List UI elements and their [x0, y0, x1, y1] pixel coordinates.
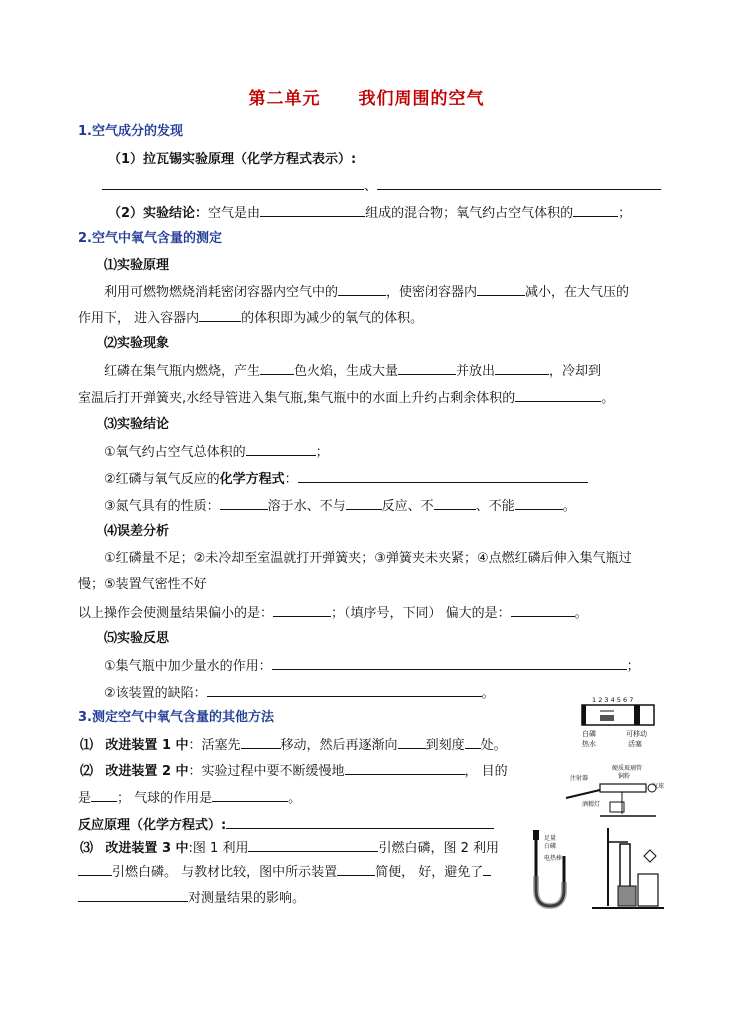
s3-method-3c	[78, 888, 305, 909]
blank[interactable]	[260, 203, 365, 217]
blank[interactable]	[212, 788, 288, 802]
text: 减小，在大气压的	[525, 285, 630, 300]
blank[interactable]	[337, 862, 375, 876]
section-3-heading: 3.测定空气中氧气含量的其他方法	[78, 710, 274, 725]
s1-equation-blanks	[102, 176, 661, 197]
s1-q1: （1）拉瓦锡实验原理（化学方程式表示）:	[108, 152, 357, 167]
figure-2-label-tube: 硬质玻璃管	[612, 765, 643, 772]
section-1-heading: 1.空气成分的发现	[78, 124, 183, 139]
text: ③氮气具有的性质：	[104, 499, 220, 514]
text: ， 目的	[464, 764, 508, 779]
text: ；	[315, 445, 329, 460]
s3-method-3b	[78, 862, 491, 883]
text: ⑴	[80, 738, 94, 753]
blank[interactable]	[273, 603, 331, 617]
piston	[634, 705, 640, 725]
blank[interactable]	[338, 282, 386, 296]
text: 色火焰，生成大量	[294, 364, 399, 379]
text: 引燃白磷。 与教材比较，图中所示装置	[112, 865, 338, 880]
text: 。	[288, 791, 302, 806]
text: :图 1 利用	[188, 841, 249, 856]
s2-reflect-title: ⑸实验反思	[104, 631, 170, 646]
s3-method-3	[80, 838, 499, 859]
s2-error-line3	[78, 603, 588, 624]
blank[interactable]	[377, 176, 661, 190]
separator: 、	[364, 179, 378, 194]
text: 改进装置 2 中	[105, 764, 189, 779]
figure-1-label-right: 可移动	[626, 730, 647, 738]
text: 、不能	[475, 499, 515, 514]
text: ；	[626, 659, 640, 674]
text: 简便， 好，避免了	[375, 865, 484, 880]
jar	[618, 886, 636, 906]
figure-1-label-right2: 活塞	[628, 740, 642, 748]
figure-1-piston-apparatus	[578, 693, 658, 753]
text: 并放出	[456, 364, 496, 379]
text: ①氧气约占空气总体积的	[104, 445, 246, 460]
text: ⑵	[80, 764, 94, 779]
blank[interactable]	[346, 496, 382, 510]
blank[interactable]	[78, 862, 112, 876]
beaker	[638, 874, 658, 906]
text: 作用下， 进入容器内	[78, 311, 200, 326]
blank[interactable]	[515, 496, 563, 510]
stopper	[533, 830, 539, 840]
glass-tube	[600, 784, 646, 792]
text: ； 气球的作用是	[117, 791, 213, 806]
s3-method-2	[80, 761, 508, 782]
blank[interactable]	[248, 838, 378, 852]
text: 。	[601, 391, 615, 406]
s2-conclusion-title: ⑶实验结论	[104, 417, 170, 432]
blank[interactable]	[78, 888, 188, 902]
text: 对测量结果的影响。	[188, 891, 306, 906]
text: ，冷却到	[549, 364, 602, 379]
figure-2-syringe-apparatus	[560, 762, 666, 818]
text: 以上操作会使测量结果偏小的是：	[78, 606, 274, 621]
text: ②该装置的缺陷：	[104, 686, 207, 701]
s3-reaction	[78, 815, 494, 836]
tube-outline	[582, 705, 654, 725]
phosphorus	[600, 715, 614, 721]
s2-conclusion-1	[104, 442, 329, 463]
blank[interactable]	[511, 603, 575, 617]
blank[interactable]	[207, 683, 482, 697]
s2-reflect-2	[104, 683, 495, 704]
blank[interactable]	[483, 862, 491, 876]
text: 改进装置 3 中	[105, 841, 189, 856]
s3-method-2b	[78, 788, 301, 809]
text: 化学方程式	[219, 472, 285, 487]
tube	[620, 844, 630, 888]
s2-principle-line2	[78, 308, 423, 329]
s1-q2	[108, 203, 631, 224]
s2-conclusion-3	[104, 496, 576, 517]
text: 。	[481, 686, 495, 701]
figure-2-label-copper: 铜粉	[618, 773, 631, 780]
blank[interactable]	[246, 442, 316, 456]
text: 红磷在集气瓶内燃烧，产生	[104, 364, 261, 379]
section-2-heading: 2.空气中氧气含量的测定	[78, 231, 222, 246]
blank[interactable]	[220, 496, 268, 510]
text: ⑶	[80, 841, 94, 856]
page-title	[0, 89, 733, 109]
s2-phenomenon-line2	[78, 388, 614, 409]
s3-method-1	[80, 735, 507, 756]
text: 反应、不	[381, 499, 434, 514]
text: ，使密闭容器内	[386, 285, 478, 300]
figure-3-label-3: 电热棒	[544, 855, 563, 862]
blank[interactable]	[515, 388, 601, 402]
text: ：活塞先	[188, 738, 241, 753]
blank[interactable]	[477, 282, 525, 296]
figure-2-label-syringe: 注射器	[570, 775, 589, 782]
figure-2-label-lamp: 酒精灯	[582, 801, 601, 808]
figure-3-label-2: 白磷	[544, 843, 557, 850]
figure-3-u-tube	[528, 826, 572, 912]
text: 改进装置 1 中	[105, 738, 189, 753]
blank[interactable]	[226, 815, 494, 829]
title-unit: 第二单元	[248, 89, 321, 109]
text: 空气是由	[208, 206, 261, 221]
s2-principle-line1	[104, 282, 629, 303]
text: 引燃白磷，图 2 利用	[378, 841, 499, 856]
title-topic: 我们周围的空气	[358, 89, 485, 109]
text: ；	[618, 206, 632, 221]
s1-q2-label: （2）实验结论：	[108, 206, 209, 221]
text: ②红磷与氧气反应的	[104, 472, 220, 487]
blank[interactable]	[91, 788, 117, 802]
blank[interactable]	[241, 735, 281, 749]
text: 组成的混合物；氧气约占空气体积的	[365, 206, 574, 221]
text: 处。	[480, 738, 507, 753]
blank[interactable]	[298, 469, 588, 483]
text: ：实验过程中要不断缓慢地	[188, 764, 345, 779]
figure-4-stand-apparatus	[578, 826, 668, 912]
water	[536, 876, 564, 906]
s2-error-line1: ①红磷量不足；②未冷却至室温就打开弹簧夹；③弹簧夹未夹紧；④点燃红磷后伸入集气瓶过	[104, 551, 632, 566]
text: 利用可燃物燃烧消耗密闭容器内空气中的	[104, 285, 339, 300]
text: 室温后打开弹簧夹,水经导管进入集气瓶,集气瓶中的水面上升约占剩余体积的	[78, 391, 516, 406]
figure-1-scale: 1 2 3 4 5 6 7	[592, 696, 634, 704]
figure-1-label-left: 白磷	[582, 730, 596, 738]
text: ；（填序号，下同） 偏大的是：	[331, 606, 511, 621]
blank[interactable]	[465, 735, 481, 749]
blank[interactable]	[398, 735, 426, 749]
text: ①集气瓶中加少量水的作用：	[104, 659, 272, 674]
text: ：	[284, 472, 298, 487]
blank[interactable]	[199, 308, 241, 322]
blank[interactable]	[495, 361, 549, 375]
blank[interactable]	[345, 761, 465, 775]
flask-top	[644, 850, 656, 862]
text: 溶于水、不与	[267, 499, 346, 514]
s2-phenomenon-title: ⑵实验现象	[104, 336, 170, 351]
text: 。	[574, 606, 588, 621]
text: 反应原理（化学方程式）:	[78, 818, 227, 833]
figure-2-label-balloon: 气球	[652, 783, 665, 790]
text: 的体积即为减少的氧气的体积。	[241, 311, 424, 326]
text: 移动，然后再逐渐向	[280, 738, 398, 753]
figure-1-label-left2: 热水	[582, 740, 596, 748]
blank[interactable]	[260, 361, 294, 375]
syringe	[566, 790, 600, 798]
text: 是	[78, 791, 92, 806]
blank[interactable]	[272, 656, 627, 670]
s2-principle-title: ⑴实验原理	[104, 258, 170, 273]
tube-left-end	[582, 705, 586, 725]
s2-conclusion-2	[104, 469, 588, 490]
s2-error-line2: 慢；⑤装置气密性不好	[78, 577, 207, 592]
blank[interactable]	[102, 176, 364, 190]
text: 到刻度	[425, 738, 465, 753]
s2-phenomenon-line1	[104, 361, 601, 382]
blank[interactable]	[434, 496, 476, 510]
blank[interactable]	[398, 361, 456, 375]
s2-reflect-1	[104, 656, 640, 677]
s2-error-title: ⑷误差分析	[104, 524, 170, 539]
text: 。	[562, 499, 576, 514]
blank[interactable]	[573, 203, 618, 217]
figure-3-label-1: 足量	[544, 835, 557, 842]
